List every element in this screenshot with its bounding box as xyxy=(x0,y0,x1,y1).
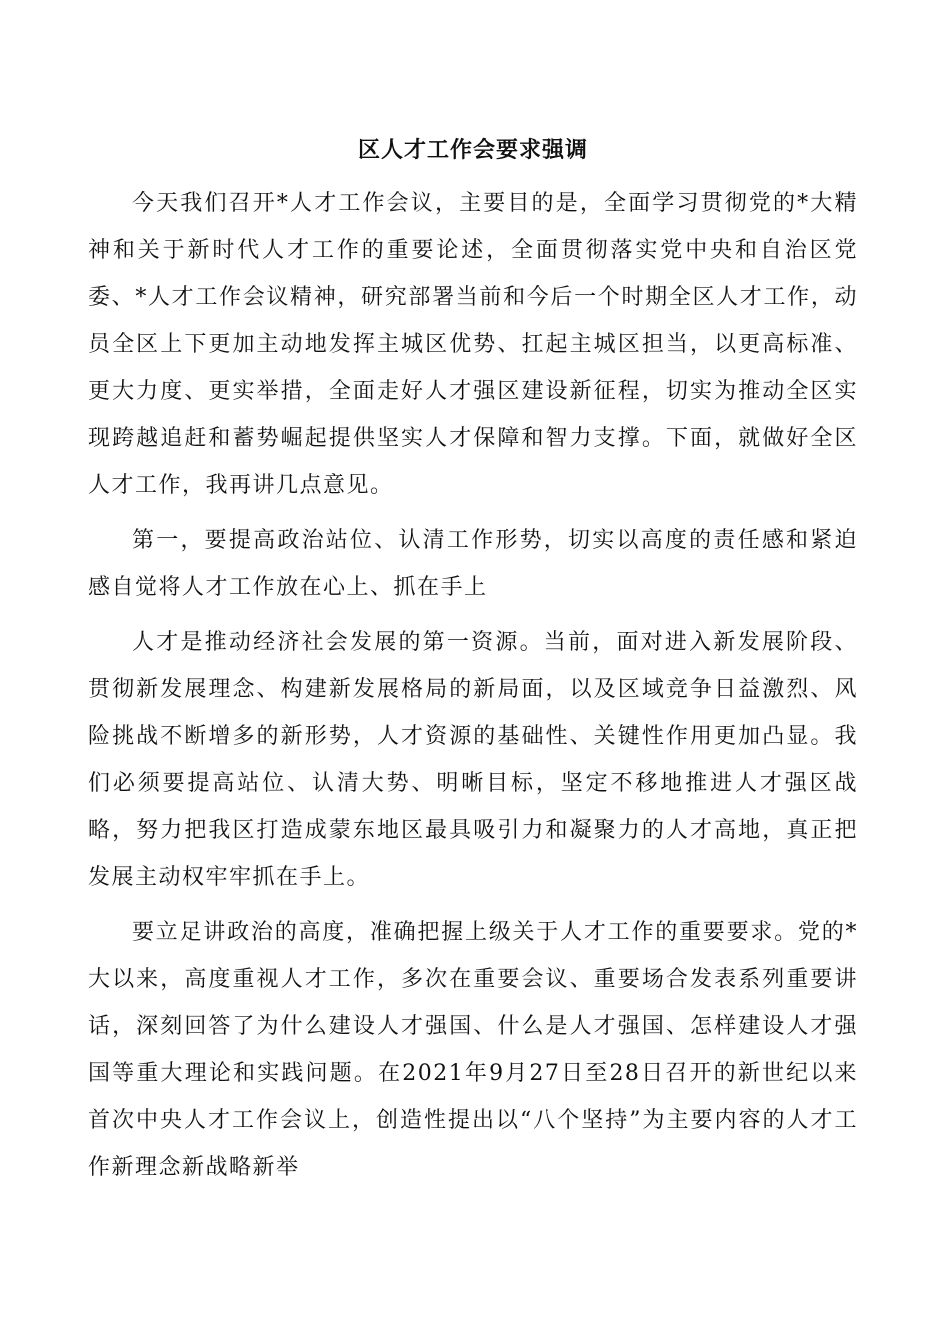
paragraph-political-height: 要立足讲政治的高度，准确把握上级关于人才工作的重要要求。党的*大以来，高度重视人才工作，多次在重要会议、重要场合发表系列重要讲话，深刻回答了为什么建设人才强国、什么是人才强国、怎样建设人才强国等重大理论和实践问题。在2021年9月27日至28日召开的新世纪以来首次中央人才工作会议上，创造性提出以“八个坚持”为主要内容的人才工作新理念新战略新举 xyxy=(88,920,858,1180)
paragraph-intro: 今天我们召开*人才工作会议，主要目的是，全面学习贯彻党的*大精神和关于新时代人才工作的重要论述，全面贯彻落实党中央和自治区党委、*人才工作会议精神，研究部署当前和今后一个时期全区人才工作，动员全区上下更加主动地发挥主城区优势、扛起主城区担当，以更高标准、更大力度、更实举措，全面走好人才强区建设新征程，切实为推动全区实现跨越追赶和蓄势崛起提供坚实人才保障和智力支撑。下面，就做好全区人才工作，我再讲几点意见。 xyxy=(88,191,858,498)
paragraph-talent-resource: 人才是推动经济社会发展的第一资源。当前，面对进入新发展阶段、贯彻新发展理念、构建新发展格局的新局面，以及区域竞争日益激烈、风险挑战不断增多的新形势，人才资源的基础性、关键性作用更加凸显。我们必须要提高站位、认清大势、明晰目标，坚定不移地推进人才强区战略，努力把我区打造成蒙东地区最具吸引力和凝聚力的人才高地，真正把发展主动权牢牢抓在手上。 xyxy=(88,630,858,890)
document-page xyxy=(88,130,858,1199)
document-title: 区人才工作会要求强调 xyxy=(357,137,588,163)
paragraph-section-heading-1: 第一，要提高政治站位、认清工作形势，切实以高度的责任感和紧迫感自觉将人才工作放在心上、抓在手上 xyxy=(88,528,858,600)
